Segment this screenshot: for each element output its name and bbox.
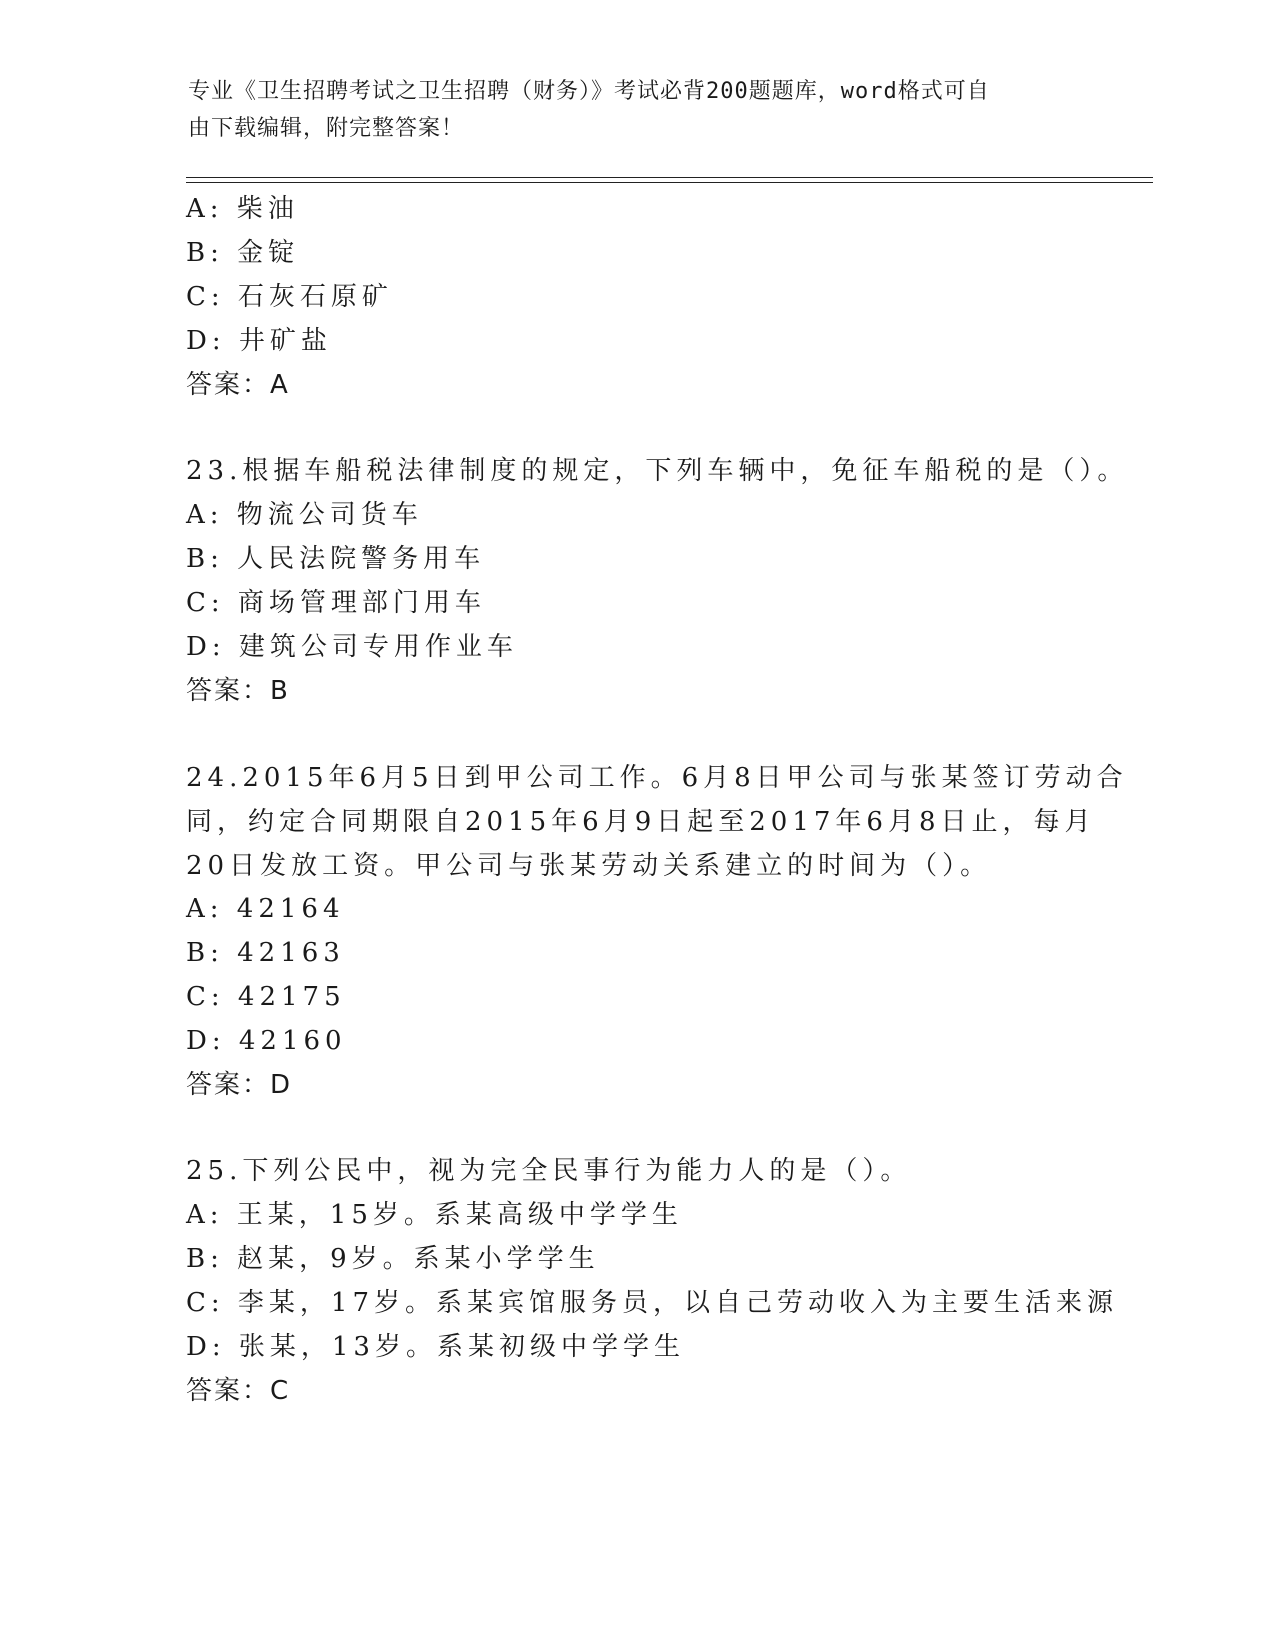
q23-option-b: B: 人民法院警务用车: [186, 544, 486, 574]
q22-option-d: D: 井矿盐: [186, 326, 332, 356]
q24-question-line-3: 20日发放工资。甲公司与张某劳动关系建立的时间为（）。: [186, 851, 992, 881]
q25-option-c: C: 李某，17岁。系某宾馆服务员，以自己劳动收入为主要生活来源: [186, 1288, 1119, 1318]
q25-question: 25.下列公民中，视为完全民事行为能力人的是（）。: [186, 1156, 912, 1186]
q25-answer: 答案：C: [186, 1376, 291, 1406]
document-header: [188, 73, 1088, 147]
q24-option-b: B: 42163: [186, 938, 345, 968]
q22-answer: 答案：A: [186, 370, 290, 400]
q23-option-a: A: 物流公司货车: [186, 500, 423, 530]
q23-option-d: D: 建筑公司专用作业车: [186, 632, 518, 662]
q24-option-d: D: 42160: [186, 1026, 347, 1056]
q24-option-c: C: 42175: [186, 982, 346, 1012]
q24-question-line-2: 同，约定合同期限自2015年6月9日起至2017年6月8日止，每月: [186, 807, 1096, 837]
q23-answer: 答案：B: [186, 676, 290, 706]
q22-option-b: B: 金锭: [186, 238, 300, 268]
q22-option-a: A: 柴油: [186, 194, 299, 224]
q23-question: 23.根据车船税法律制度的规定，下列车辆中，免征车船税的是（）。: [186, 456, 1129, 486]
header-divider: [186, 177, 1153, 183]
q23-option-c: C: 商场管理部门用车: [186, 588, 486, 618]
q24-option-a: A: 42164: [186, 894, 345, 924]
q25-option-a: A: 王某，15岁。系某高级中学学生: [186, 1200, 683, 1230]
q22-option-c: C: 石灰石原矿: [186, 282, 393, 312]
q25-option-b: B: 赵某，9岁。系某小学学生: [186, 1244, 600, 1274]
header-line-1: 专业《卫生招聘考试之卫生招聘（财务）》考试必背200题题库，word格式可自: [188, 79, 990, 104]
q24-question-line-1: 24.2015年6月5日到甲公司工作。6月8日甲公司与张某签订劳动合: [186, 763, 1128, 793]
q24-answer: 答案：D: [186, 1070, 293, 1100]
q25-option-d: D: 张某，13岁。系某初级中学学生: [186, 1332, 685, 1362]
header-line-2: 由下载编辑，附完整答案！: [188, 116, 465, 141]
